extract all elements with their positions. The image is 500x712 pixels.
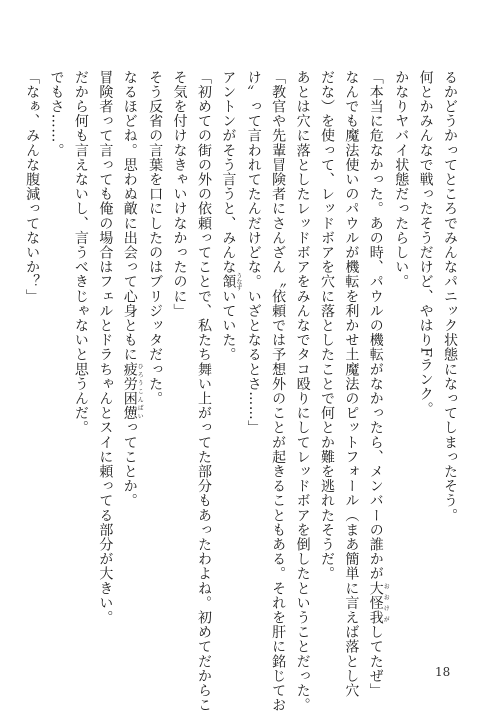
text-line-1: るかどうかってところでみんなパニック状態になってしまったそう。	[442, 70, 458, 523]
text-line-18: 「なぁ、みんな腹減ってないか？」	[24, 70, 41, 304]
text-line-13: そう反省の言葉を口にしたのはブリジッタだった。	[147, 70, 164, 406]
text-line-10: アントンがそう言うと、みんな頷うなずいていた。	[220, 70, 242, 363]
ruby-unazuite: 頷うなず	[220, 272, 242, 291]
ruby-daikega: 大怪我おおけが	[367, 581, 390, 625]
text-line-12: そ気を付けなきゃいけなかったのに」	[171, 70, 188, 319]
text-line-9: け〟って言われてたんだけどな。いざとなるとさ……」	[245, 70, 262, 435]
text-line-5: なんでも魔法使いのパウルが機転を利かせ土魔法のピットフォール（まあ簡単に言えば落とし穴	[343, 70, 360, 698]
text-line-4: 「本当に危なかった。あの時、パウルの機転がなかったら、メンバーの誰かが大怪我おおけがしてたぜ」	[367, 70, 390, 698]
text-line-2: 何とかみんなで戦ったそうだけど、やはりFランク。	[417, 70, 434, 417]
text-line-14: なるほどね。思わぬ敵に出会って心身ともに疲労困憊ひろうこんぱいってことか。	[121, 70, 144, 509]
text-line-17: でもさ……。	[48, 70, 65, 158]
text-line-15: 冒険者って言っても俺の場合はフェルとドラちゃんとスイに頼ってる部分が大きい。	[97, 70, 114, 625]
text-line-8: 「教官や先輩冒険者にさんざん〝依頼では予想外のことが起きることもある。それを肝に銘じてお	[270, 70, 287, 712]
page-number: 18	[435, 665, 451, 679]
text-line-16: だから何も言えないし、言うべきじゃないと思うんだ。	[72, 70, 89, 435]
text-line-6: だな）を使って、レッドボアを穴に落としたことで何とか難を逃れたそうだ。	[318, 70, 335, 581]
ruby-hiroukonpai: 疲労困憊ひろうこんぱい	[121, 362, 144, 421]
text-line-7: あとは穴に落としたレッドボアをみんなでタコ殴りにしてレッドボアを倒したということだった。	[294, 70, 311, 712]
text-line-3: かなりヤバイ状態だったらしい。	[393, 70, 410, 289]
text-line-11: 「初めての街の外の依頼ってことで、私たち舞い上がってた部分もあったわよね。初めてだからこ	[195, 70, 212, 712]
